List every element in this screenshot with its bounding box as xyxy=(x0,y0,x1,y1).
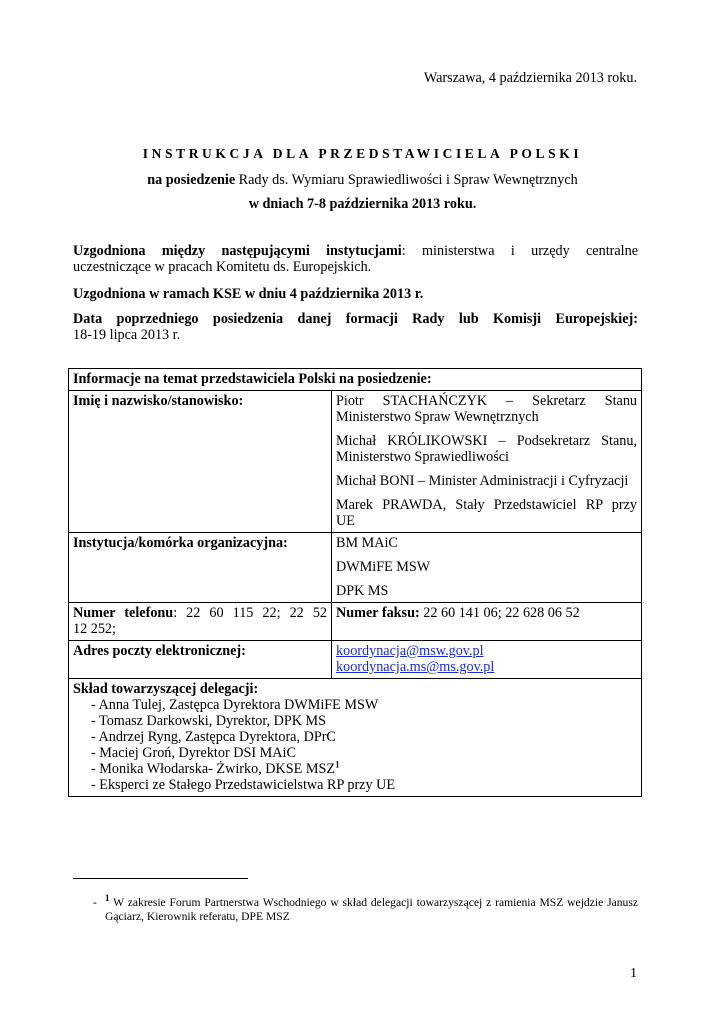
delegation-label: Skład towarzyszącej delegacji: xyxy=(73,681,259,697)
subtitle-bold: na posiedzenie xyxy=(147,172,236,188)
phone-line1 xyxy=(73,605,327,621)
footnote-text-block xyxy=(105,893,638,923)
delegation-member-name: Monika Włodarska- Żwirko, DKSE MSZ xyxy=(99,761,336,777)
representative-line: Ministerstwo Spraw Wewnętrznych xyxy=(336,409,539,425)
agreed-between-line1 xyxy=(73,243,638,259)
email-link[interactable]: koordynacja.ms@ms.gov.pl xyxy=(336,659,495,675)
footnote-dash: - xyxy=(93,896,97,909)
footnote-marker: 1 xyxy=(105,893,110,904)
delegation-member: - Andrzej Ryng, Zastępca Dyrektora, DPrC xyxy=(91,729,637,745)
representative-item xyxy=(336,393,637,425)
representative-line: UE xyxy=(336,513,355,529)
fax-cell xyxy=(332,603,642,641)
document-date: Warszawa, 4 października 2013 roku. xyxy=(423,70,637,86)
phone-value-line2: 12 252; xyxy=(73,621,116,637)
footnote-text: W zakresie Forum Partnerstwa Wschodniego w skład delegacji towarzyszącej z ramienia MSZ wejdzie Janusz Gąciarz, Kierownik referatu, DPE MSZ xyxy=(105,896,638,923)
institution-item: DPK MS xyxy=(336,583,389,599)
document-title: INSTRUKCJA DLA PRZEDSTAWICIELA POLSKI xyxy=(142,146,583,161)
institutions-cell xyxy=(332,533,642,603)
agreed-between-label: Uzgodniona między następującymi instytucjami xyxy=(73,243,402,259)
meeting-dates: w dniach 7-8 października 2013 roku. xyxy=(248,196,477,212)
fax-value: 22 60 141 06; 22 628 06 52 xyxy=(419,605,580,621)
representative-item xyxy=(336,473,637,489)
email-cell xyxy=(332,641,642,679)
representative-line: Piotr STACHAŃCZYK – Sekretarz Stanu xyxy=(336,393,638,409)
footnote-reference: 1 xyxy=(335,759,340,770)
phone-cell xyxy=(69,603,332,641)
document-subtitle xyxy=(0,172,725,188)
previous-meeting-paragraph xyxy=(73,311,638,343)
table-heading: Informacje na temat przedstawiciela Polski na posiedzenie: xyxy=(69,369,642,391)
representative-line: Ministerstwo Sprawiedliwości xyxy=(336,449,509,465)
phone-value: : 22 60 115 22; 22 52 xyxy=(173,605,328,621)
delegation-member: - Anna Tulej, Zastępca Dyrektora DWMiFE MSW xyxy=(91,697,637,713)
footnote xyxy=(93,893,638,923)
delegation-list xyxy=(73,697,637,793)
institution-item: BM MAiC xyxy=(336,535,398,551)
email-link[interactable]: koordynacja@msw.gov.pl xyxy=(336,643,484,659)
representative-line: Michał KRÓLIKOWSKI – Podsekretarz Stanu, xyxy=(336,433,638,449)
footnote-separator xyxy=(73,878,248,879)
representative-item xyxy=(336,433,637,465)
institution-label: Instytucja/komórka organizacyjna: xyxy=(69,533,332,603)
agreed-between-line2: uczestniczące w pracach Komitetu ds. Europejskich. xyxy=(73,259,372,275)
delegation-member xyxy=(91,761,637,777)
representative-line: Michał BONI – Minister Administracji i Cyfryzacji xyxy=(336,473,629,489)
delegation-member: - Tomasz Darkowski, Dyrektor, DPK MS xyxy=(91,713,637,729)
representative-item xyxy=(336,497,637,529)
phone-label: Numer telefonu xyxy=(73,605,174,621)
fax-label: Numer faksu: xyxy=(336,605,420,621)
agreed-between-paragraph xyxy=(73,243,638,275)
agreed-kse: Uzgodniona w ramach KSE w dniu 4 października 2013 r. xyxy=(73,286,424,302)
delegation-member: - Eksperci ze Stałego Przedstawicielstwa RP przy UE xyxy=(91,777,637,793)
name-label: Imię i nazwisko/stanowisko: xyxy=(69,391,332,533)
delegation-member: - Maciej Groń, Dyrektor DSI MAiC xyxy=(91,745,637,761)
previous-meeting-label: Data poprzedniego posiedzenia danej formacji Rady lub Komisji Europejskiej: xyxy=(73,311,638,327)
delegation-cell xyxy=(69,679,642,797)
representatives-cell xyxy=(332,391,642,533)
page-number: 1 xyxy=(630,966,637,981)
subtitle-rest: Rady ds. Wymiaru Sprawiedliwości i Spraw Wewnętrznych xyxy=(235,172,578,188)
email-label: Adres poczty elektronicznej: xyxy=(69,641,332,679)
previous-meeting-value: 18-19 lipca 2013 r. xyxy=(73,327,181,343)
representative-line: Marek PRAWDA, Stały Przedstawiciel RP przy xyxy=(336,497,638,513)
institution-item: DWMiFE MSW xyxy=(336,559,431,575)
agreed-between-value: : ministerstwa i urzędy centralne xyxy=(401,243,638,259)
representative-info-table xyxy=(68,368,642,797)
